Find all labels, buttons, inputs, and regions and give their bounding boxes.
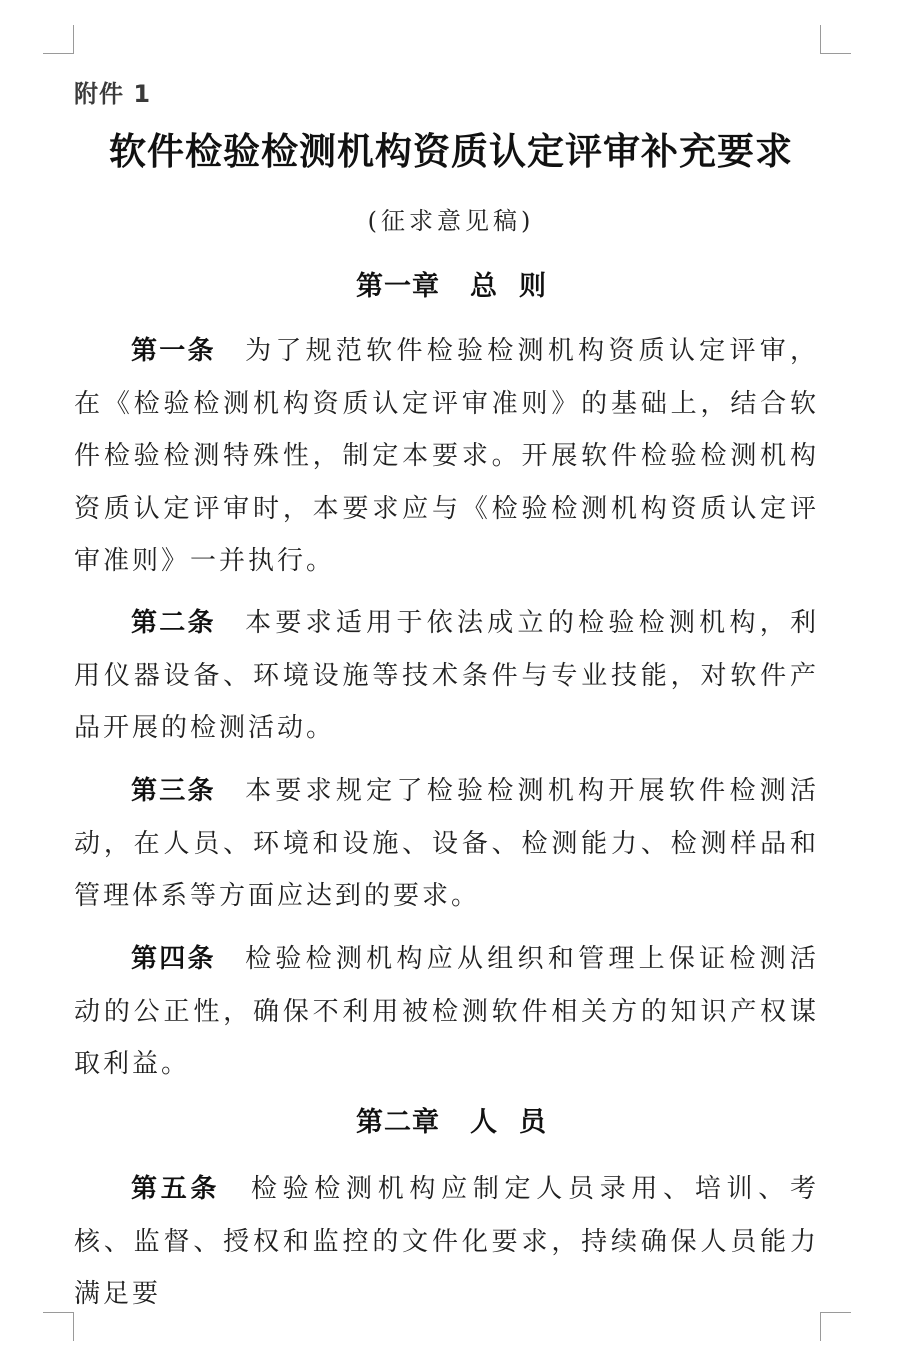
document-subtitle: (征求意见稿)	[367, 207, 535, 235]
article-label: 第四条	[131, 944, 216, 974]
chapter-title: 总则	[470, 271, 568, 302]
chapter-number: 第二章	[356, 1107, 440, 1138]
article	[74, 597, 819, 755]
document-title: 软件检验检测机构资质认定评审补充要求	[109, 130, 793, 173]
article-label: 第二条	[131, 608, 216, 638]
article-label: 第一条	[131, 336, 216, 366]
article	[74, 325, 819, 588]
article-text: 检验检测机构应从组织和管理上保证检测活动的公正性，确保不利用被检测软件相关方的知识产权谋取利益。	[74, 944, 819, 1079]
crop-mark-top-left	[43, 25, 74, 54]
crop-mark-top-right	[820, 25, 851, 54]
article-label: 第三条	[131, 776, 216, 806]
article-text: 本要求规定了检验检测机构开展软件检测活动，在人员、环境和设施、设备、检测能力、检测样品和管理体系等方面应达到的要求。	[74, 776, 819, 911]
attachment-label: 附件 1	[74, 80, 152, 108]
article	[74, 1163, 819, 1321]
article-text: 检验检测机构应制定人员录用、培训、考核、监督、授权和监控的文件化要求，持续确保人员能力满足要	[74, 1174, 819, 1309]
article-text: 本要求适用于依法成立的检验检测机构，利用仪器设备、环境设施等技术条件与专业技能，对软件产品开展的检测活动。	[74, 608, 819, 743]
chapter-title: 人员	[470, 1107, 568, 1138]
article-label: 第五条	[131, 1174, 221, 1204]
chapter-heading	[60, 267, 842, 307]
article-text: 为了规范软件检验检测机构资质认定评审，在《检验检测机构资质认定评审准则》的基础上，结合软件检验检测特殊性，制定本要求。开展软件检验检测机构资质认定评审时，本要求应与《检验检测机构资质认定评审准则》一并执行。	[74, 336, 819, 576]
crop-mark-bottom-left	[43, 1312, 74, 1341]
chapter-heading	[60, 1103, 842, 1143]
crop-mark-bottom-right	[820, 1312, 851, 1341]
article	[74, 765, 819, 923]
chapter-number: 第一章	[356, 271, 440, 302]
article	[74, 933, 819, 1091]
